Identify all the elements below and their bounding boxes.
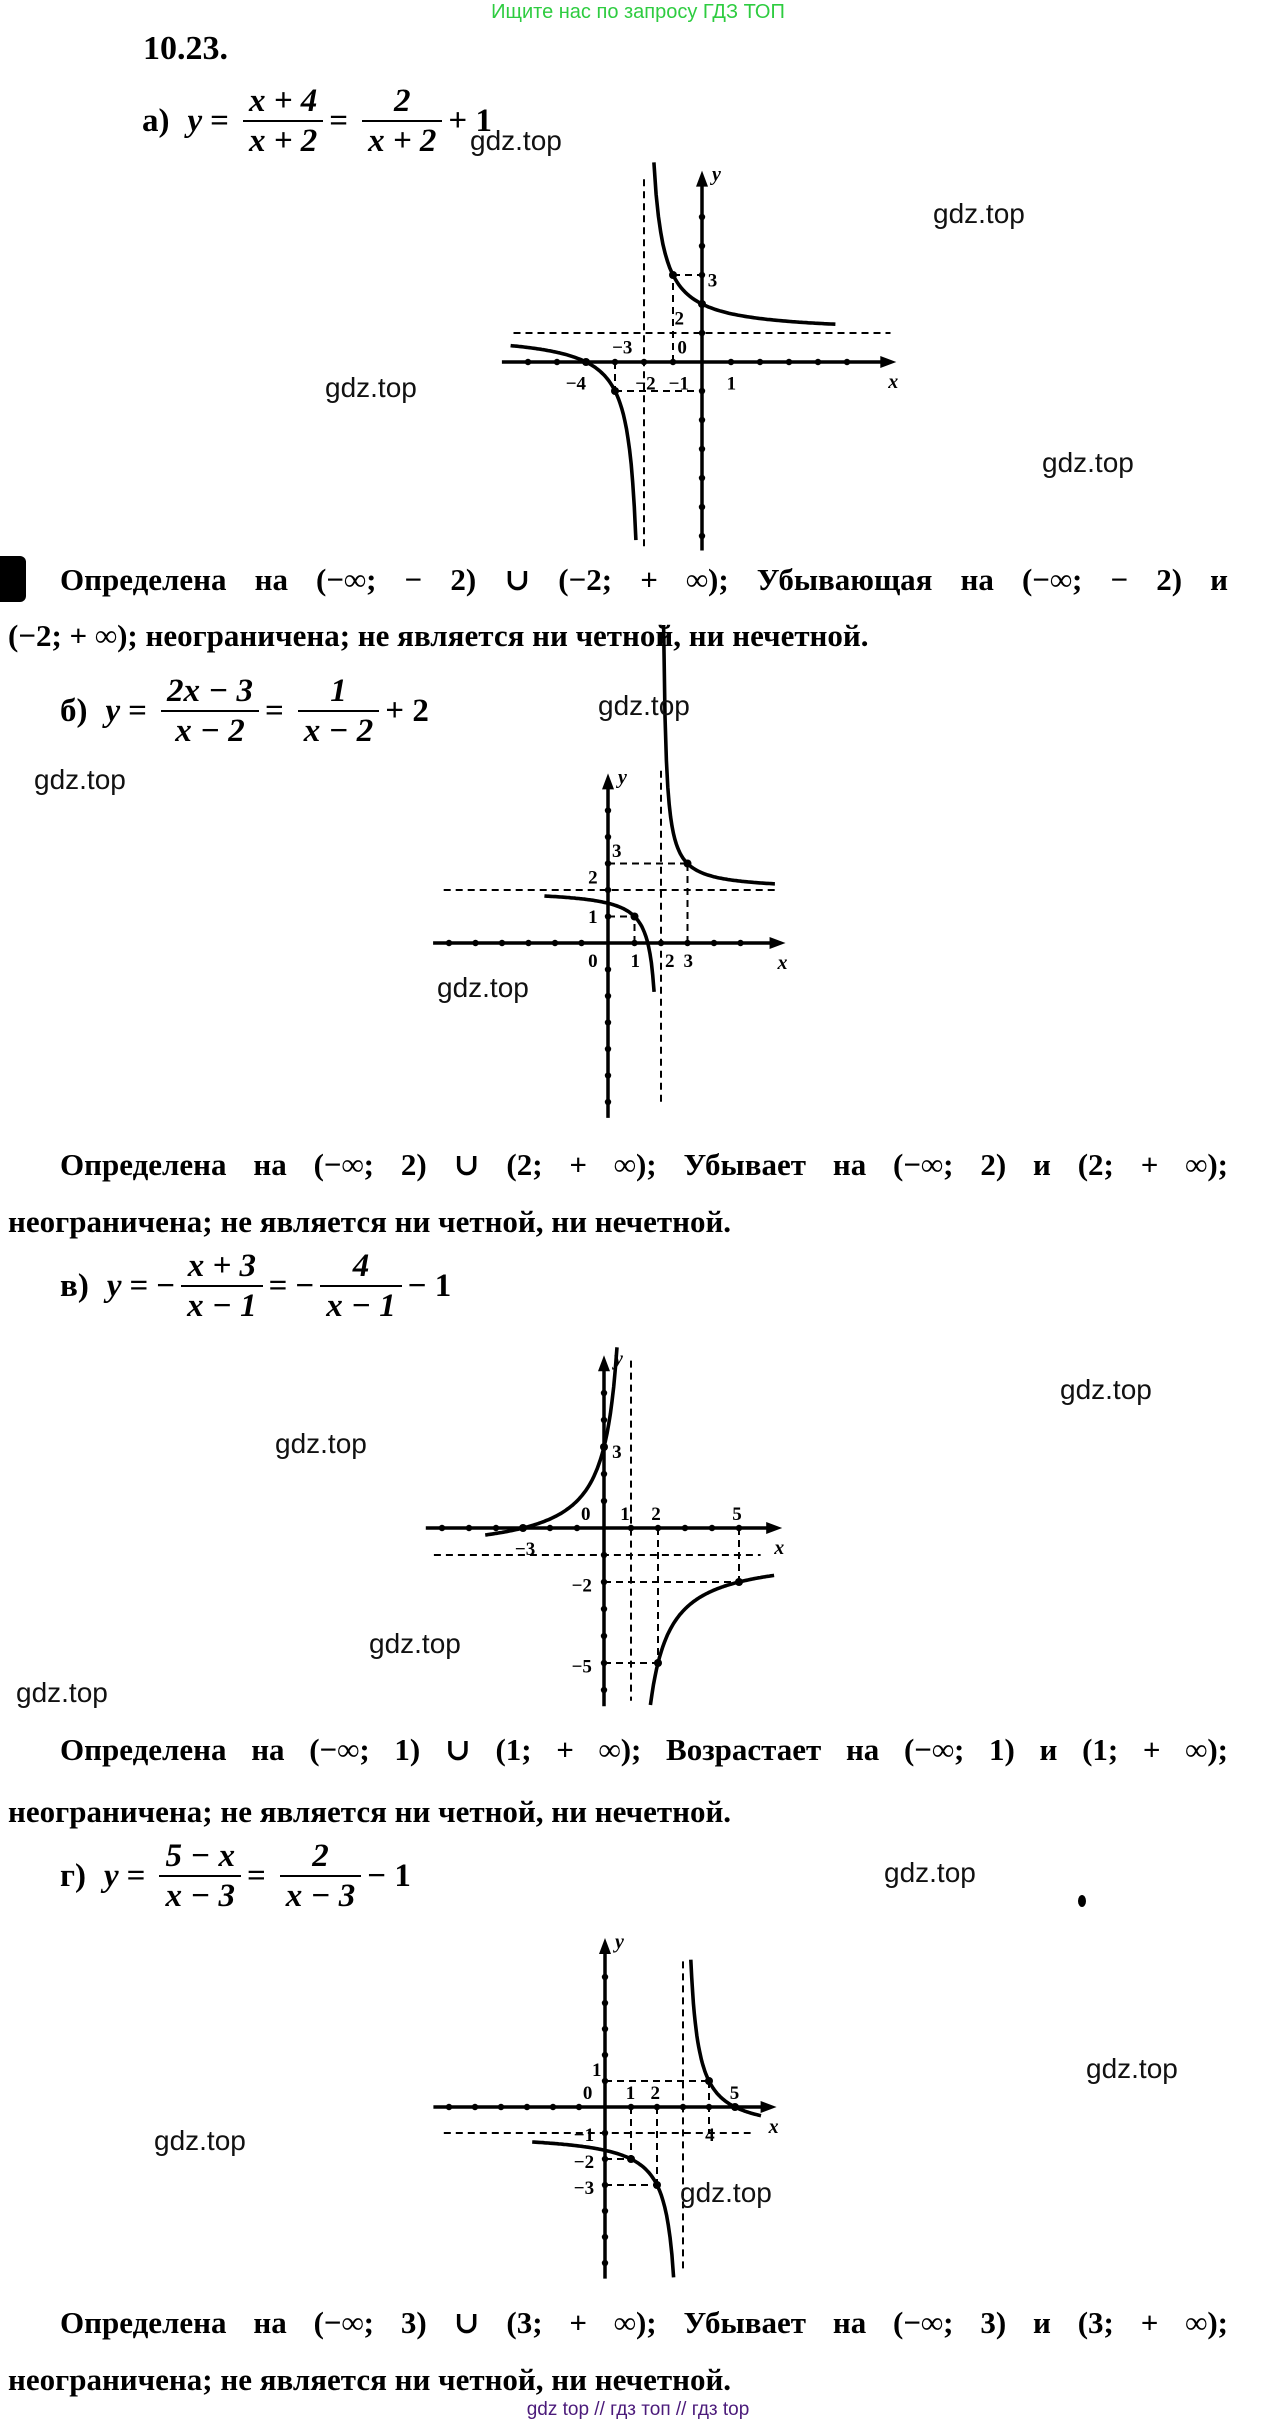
denominator: x − 3 (285, 1878, 356, 1914)
tick-label: 0 (677, 337, 687, 359)
part-label: в) (60, 1267, 89, 1304)
y-tick (602, 2208, 608, 2214)
equals-sign: = (210, 102, 229, 139)
x-axis-label: x (774, 1537, 785, 1559)
watermark: gdz.top (933, 198, 1025, 229)
y-tick (602, 2130, 608, 2136)
tick-label: 2 (664, 950, 675, 972)
x-tick (706, 2104, 712, 2110)
tick-label: 2 (651, 1503, 661, 1525)
x-axis-arrow-icon (761, 2101, 777, 2113)
tick-label: 1 (726, 373, 737, 395)
y-axis-arrow-icon (599, 1938, 611, 1954)
y-axis-label: y (615, 1931, 624, 1953)
x-tick (628, 2104, 634, 2110)
numerator: 2x − 3 (166, 673, 253, 709)
promo-banner[interactable]: Ищите нас по запросу ГДЗ ТОП (491, 1, 785, 23)
equation-lhs: y (103, 1857, 119, 1894)
tick-label: 3 (612, 1441, 622, 1463)
denominator: x + 2 (368, 123, 437, 159)
watermark: gdz.top (884, 1857, 976, 1888)
tick-label: 3 (683, 950, 694, 972)
y-tick (602, 2234, 608, 2240)
definition-d-line2: неограничена; не является ни четной, ни нечетной. (8, 2362, 732, 2397)
x-axis-label: x (888, 371, 899, 393)
x-axis-label: x (768, 2116, 779, 2138)
numerator: 1 (330, 673, 347, 709)
tick-label: −2 (573, 2152, 595, 2174)
sign: − (295, 1267, 315, 1304)
marked-point (627, 2155, 635, 2163)
tick-label: 1 (625, 2083, 636, 2105)
denominator: x − 1 (326, 1288, 396, 1324)
part-label: г) (60, 1857, 86, 1894)
hyperbola-branch (691, 1960, 761, 2116)
x-tick (576, 2104, 582, 2110)
sign: − (156, 1267, 176, 1304)
tick-label: −5 (571, 1656, 592, 1678)
x-axis-label: x (777, 952, 788, 974)
tick-label: 1 (592, 2059, 602, 2081)
x-tick (446, 2104, 452, 2110)
watermark: gdz.top (34, 764, 126, 795)
equation-tail: − 1 (407, 1267, 452, 1304)
y-tick (602, 2260, 608, 2266)
part-label: а) (142, 102, 170, 139)
scan-speck (1078, 1895, 1086, 1907)
tick-label: 0 (588, 950, 598, 972)
y-axis-label: y (618, 766, 627, 789)
definition-b-line2: неограничена; не является ни четной, ни нечетной. (8, 1204, 732, 1239)
y-tick (602, 2156, 608, 2162)
x-tick (680, 2104, 686, 2110)
tick-label: −2 (571, 1575, 592, 1597)
y-tick (602, 1974, 608, 1980)
tick-label: −1 (668, 373, 689, 395)
equals-sign: = (329, 102, 349, 139)
watermark: gdz.top (369, 1628, 461, 1659)
equals-sign: = (128, 692, 147, 729)
watermark: gdz.top (1086, 2053, 1178, 2084)
equals-sign: = (268, 1267, 288, 1304)
tick-label: −4 (565, 373, 587, 395)
tick-label: 2 (588, 867, 598, 889)
watermark: gdz.top (325, 372, 417, 403)
watermark: gdz.top (16, 1677, 108, 1708)
watermark: gdz.top (680, 2177, 772, 2208)
x-tick (550, 2104, 556, 2110)
equation-lhs: y (105, 692, 121, 729)
watermark: gdz.top (437, 972, 529, 1003)
denominator: x − 1 (187, 1288, 257, 1324)
definition-b-line1: Определена на (−∞; 2) ∪ (2; + ∞); Убывает на (−∞; 2) и (2; + ∞); (60, 1147, 1228, 1182)
equation-lhs: y (187, 102, 203, 139)
tick-label: −1 (573, 2124, 595, 2146)
tick-label: −3 (514, 1539, 536, 1560)
tick-label: 1 (620, 1503, 630, 1525)
denominator: x − 2 (175, 713, 245, 749)
watermark: gdz.top (1042, 447, 1134, 478)
tick-label: 2 (674, 308, 684, 330)
tick-label: 5 (729, 2083, 740, 2105)
numerator: 2 (312, 1838, 329, 1874)
y-tick (602, 2078, 608, 2084)
y-tick (602, 2000, 608, 2006)
tick-label: −3 (573, 2178, 595, 2200)
denominator: x − 2 (303, 713, 374, 749)
problem-number: 10.23. (143, 30, 228, 67)
denominator: x + 2 (248, 123, 318, 159)
y-axis-label: y (614, 1348, 623, 1371)
denominator: x − 3 (165, 1878, 235, 1914)
x-tick (524, 2104, 530, 2110)
equals-sign: = (246, 1857, 266, 1894)
x-tick (654, 2104, 660, 2110)
x-tick (498, 2104, 504, 2110)
watermark: gdz.top (154, 2125, 246, 2156)
marked-point (653, 2181, 661, 2189)
y-tick (602, 2052, 608, 2058)
tick-label: 2 (650, 2083, 660, 2105)
watermark: gdz.top (1060, 1374, 1152, 1405)
x-tick (472, 2104, 478, 2110)
definition-a-line2: (−2; + ∞); неограничена; не является ни четной, ни нечетной. (8, 618, 869, 653)
tick-label: 5 (732, 1503, 742, 1525)
y-tick (602, 2026, 608, 2032)
numerator: x + 3 (187, 1248, 256, 1284)
equals-sign: = (129, 1267, 149, 1304)
definition-a-line1: Определена на (−∞; − 2) ∪ (−2; + ∞); Убывающая на (−∞; − 2) и (60, 562, 1228, 597)
watermark: gdz.top (470, 125, 562, 156)
numerator: 5 − x (165, 1838, 235, 1874)
tick-label: 0 (581, 1503, 591, 1525)
tick-label: 1 (588, 907, 598, 929)
equation-tail: + 2 (385, 692, 429, 729)
tick-label: 3 (611, 840, 622, 862)
watermark: gdz.top (598, 690, 690, 721)
equation-tail: − 1 (367, 1857, 411, 1894)
numerator: x + 4 (248, 83, 318, 119)
tick-label: −2 (635, 373, 656, 395)
tick-label: 4 (705, 2124, 715, 2146)
numerator: 4 (352, 1248, 370, 1284)
definition-c-line1: Определена на (−∞; 1) ∪ (1; + ∞); Возрастает на (−∞; 1) и (1; + ∞); (60, 1732, 1228, 1767)
marked-point (705, 2077, 713, 2085)
equals-sign: = (126, 1857, 146, 1894)
tick-label: 1 (630, 950, 641, 972)
y-axis-label: y (712, 163, 721, 186)
equation-tail: + 1 (448, 102, 492, 139)
y-tick (602, 2182, 608, 2188)
footer-links[interactable]: gdz top // гдз топ // гдз top (526, 2399, 750, 2420)
numerator: 2 (394, 83, 411, 119)
tick-label: −3 (612, 337, 633, 359)
definition-d-line1: Определена на (−∞; 3) ∪ (3; + ∞); Убывает на (−∞; 3) и (3; + ∞); (60, 2305, 1228, 2340)
part-label: б) (60, 692, 88, 729)
tick-label: 3 (707, 270, 718, 292)
equals-sign: = (264, 692, 284, 729)
equation-lhs: y (106, 1267, 122, 1304)
tick-label: 0 (582, 2083, 593, 2105)
watermark: gdz.top (275, 1428, 367, 1459)
definition-c-line2: неограничена; не является ни четной, ни нечетной. (8, 1794, 732, 1829)
